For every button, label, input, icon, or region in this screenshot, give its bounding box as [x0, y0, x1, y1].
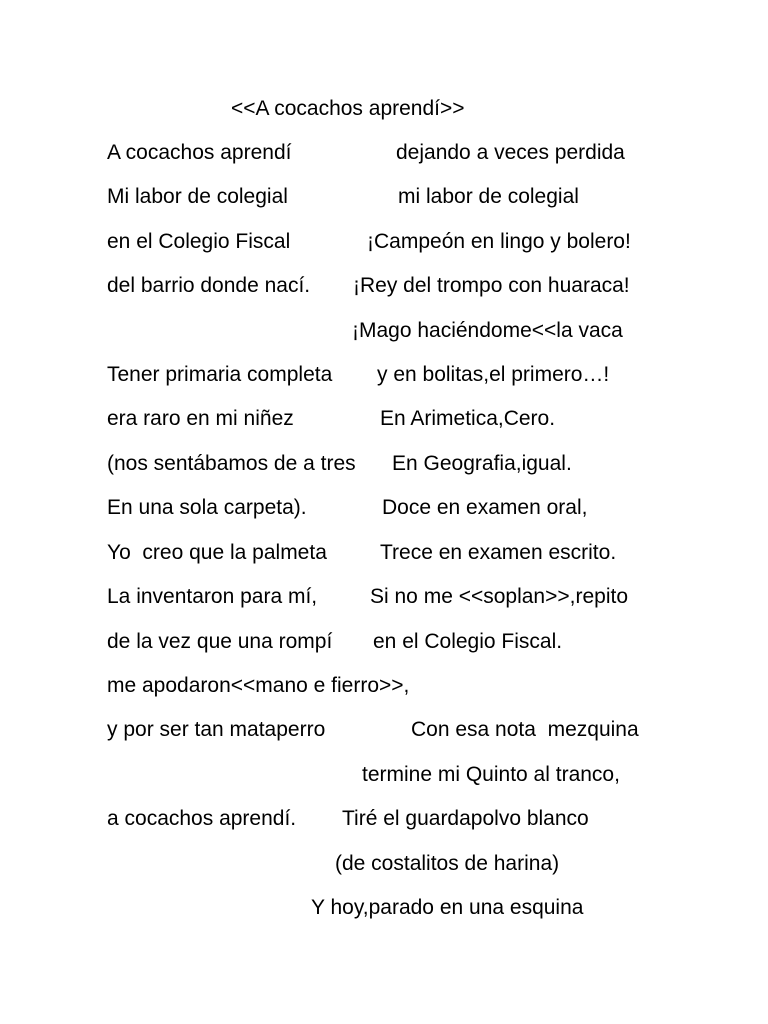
- poem-line-right: en el Colegio Fiscal.: [373, 630, 563, 653]
- poem-line-right: ¡Mago haciéndome<<la vaca: [352, 319, 623, 342]
- poem-line-right: Tiré el guardapolvo blanco: [342, 807, 589, 830]
- poem-line-left: en el Colegio Fiscal: [107, 230, 291, 253]
- poem-line-right: ¡Campeón en lingo y bolero!: [367, 230, 631, 253]
- poem-line-left: a cocachos aprendí.: [107, 807, 297, 830]
- poem-title: <<A cocachos aprendí>>: [231, 97, 465, 120]
- poem-line-left: me apodaron<<mano e fierro>>,: [107, 674, 410, 697]
- poem-line-right: Y hoy,parado en una esquina: [311, 896, 584, 919]
- poem-line-left: En una sola carpeta).: [107, 496, 307, 519]
- poem-line-right: termine mi Quinto al tranco,: [362, 763, 620, 786]
- poem-line-right: Con esa nota mezquina: [411, 718, 639, 741]
- poem-line-right: (de costalitos de harina): [335, 852, 560, 875]
- poem-line-right: Trece en examen escrito.: [380, 541, 617, 564]
- poem-line-right: Si no me <<soplan>>,repito: [370, 585, 629, 608]
- poem-line-right: y en bolitas,el primero…!: [377, 363, 610, 386]
- poem-line-right: dejando a veces perdida: [396, 141, 625, 164]
- poem-line-left: era raro en mi niñez: [107, 407, 294, 430]
- poem-line-left: (nos sentábamos de a tres: [107, 452, 356, 475]
- poem-line-left: Mi labor de colegial: [107, 185, 288, 208]
- poem-line-left: Tener primaria completa: [107, 363, 333, 386]
- poem-line-right: ¡Rey del trompo con huaraca!: [353, 274, 630, 297]
- poem-line-right: mi labor de colegial: [398, 185, 579, 208]
- poem-line-left: de la vez que una rompí: [107, 630, 333, 653]
- poem-line-left: Yo creo que la palmeta: [107, 541, 327, 564]
- poem-line-right: En Geografia,igual.: [392, 452, 572, 475]
- poem-line-left: A cocachos aprendí: [107, 141, 292, 164]
- poem-line-left: del barrio donde nací.: [107, 274, 311, 297]
- poem-line-right: Doce en examen oral,: [382, 496, 588, 519]
- poem-line-left: y por ser tan mataperro: [107, 718, 326, 741]
- poem-line-left: La inventaron para mí,: [107, 585, 318, 608]
- poem-line-right: En Arimetica,Cero.: [380, 407, 556, 430]
